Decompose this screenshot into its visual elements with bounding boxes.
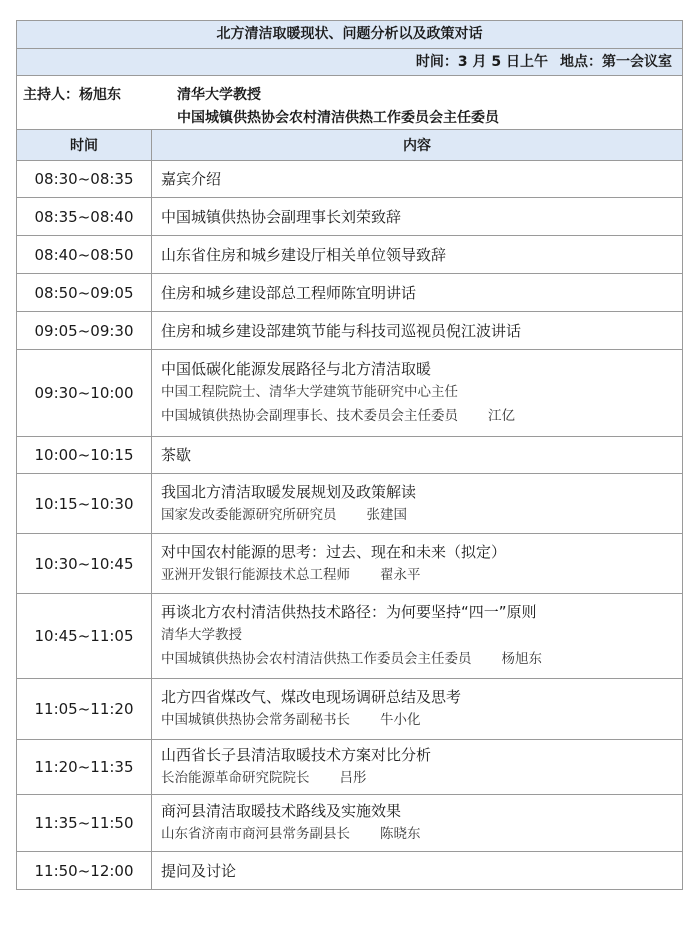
table-row — [17, 437, 683, 474]
row-topic: 中国低碳化能源发展路径与北方清洁取暖 — [161, 360, 432, 378]
row-time: 08:50~09:05 — [17, 274, 152, 312]
row-content — [152, 198, 683, 236]
speaker-line: 清华大学教授 — [161, 627, 242, 643]
row-topic: 提问及讨论 — [161, 861, 237, 880]
row-content — [152, 474, 683, 534]
speaker-name: 张建国 — [366, 506, 407, 523]
host-title-2: 中国城镇供热协会农村清洁供热工作委员会主任委员 — [177, 110, 499, 126]
speaker-line — [161, 647, 682, 671]
row-topic: 我国北方清洁取暖发展规划及政策解读 — [161, 482, 417, 501]
speaker-line — [161, 563, 682, 587]
table-row — [17, 740, 683, 795]
row-time: 10:30~10:45 — [17, 534, 152, 594]
row-time: 10:00~10:15 — [17, 437, 152, 474]
table-row — [17, 274, 683, 312]
table-row — [17, 679, 683, 740]
row-content — [152, 594, 683, 679]
session-time: 时间：3 月 5 日上午 — [415, 54, 549, 70]
speaker-line — [161, 503, 682, 527]
row-content — [152, 740, 683, 795]
column-header-content: 内容 — [152, 130, 683, 161]
row-topic: 山西省长子县清洁取暖技术方案对比分析 — [161, 746, 432, 764]
session-place: 地点：第一会议室 — [560, 54, 673, 70]
row-time: 08:30~08:35 — [17, 161, 152, 198]
row-topic: 中国城镇供热协会副理事长刘荣致辞 — [161, 207, 402, 226]
agenda-sheet — [16, 20, 682, 890]
speaker-name: 杨旭东 — [501, 651, 542, 667]
row-content — [152, 795, 683, 852]
row-content — [152, 437, 683, 474]
table-row — [17, 236, 683, 274]
speaker-line: 中国工程院院士、清华大学建筑节能研究中心主任 — [161, 384, 458, 400]
table-row — [17, 852, 683, 890]
table-row — [17, 161, 683, 198]
row-content — [152, 274, 683, 312]
table-row — [17, 594, 683, 679]
speaker-name: 吕彤 — [339, 770, 367, 786]
speaker-title: 长治能源革命研究院院长 — [161, 770, 310, 786]
table-row — [17, 474, 683, 534]
session-meta — [17, 48, 682, 75]
speaker-line — [161, 708, 682, 732]
row-time: 10:15~10:30 — [17, 474, 152, 534]
row-topic: 住房和城乡建设部总工程师陈宜明讲话 — [161, 283, 417, 302]
row-topic: 嘉宾介绍 — [161, 170, 222, 188]
speaker-name: 牛小化 — [380, 712, 421, 728]
row-time: 11:50~12:00 — [17, 852, 152, 890]
session-title: 北方清洁取暖现状、问题分析以及政策对话 — [216, 26, 483, 42]
row-time: 11:05~11:20 — [17, 679, 152, 740]
row-time: 11:20~11:35 — [17, 740, 152, 795]
table-row — [17, 198, 683, 236]
row-topic: 再谈北方农村清洁供热技术路径：为何要坚持“四一”原则 — [161, 603, 537, 621]
row-topic: 北方四省煤改气、煤改电现场调研总结及思考 — [161, 688, 462, 706]
row-content — [152, 350, 683, 437]
row-topic: 山东省住房和城乡建设厅相关单位领导致辞 — [161, 245, 447, 264]
column-header-time: 时间 — [17, 130, 152, 161]
row-topic: 商河县清洁取暖技术路线及实施效果 — [161, 802, 402, 820]
row-content — [152, 236, 683, 274]
row-time: 09:30~10:00 — [17, 350, 152, 437]
row-time: 10:45~11:05 — [17, 594, 152, 679]
host-title-1: 清华大学教授 — [177, 87, 261, 103]
header-cell — [17, 21, 683, 76]
row-time: 08:40~08:50 — [17, 236, 152, 274]
table-row — [17, 795, 683, 852]
speaker-title: 山东省济南市商河县常务副县长 — [161, 826, 350, 842]
host-cell — [17, 76, 683, 130]
host-row — [17, 76, 683, 130]
table-row — [17, 350, 683, 437]
row-content — [152, 679, 683, 740]
row-content — [152, 852, 683, 890]
speaker-line — [161, 404, 682, 428]
row-topic: 住房和城乡建设部建筑节能与科技司巡视员倪江波讲话 — [161, 321, 522, 340]
speaker-title: 中国城镇供热协会副理事长、技术委员会主任委员 — [161, 408, 458, 424]
header-row — [17, 21, 683, 76]
table-row — [17, 312, 683, 350]
host-label: 主持人：杨旭东 — [23, 87, 121, 103]
speaker-line — [161, 766, 682, 790]
row-time: 08:35~08:40 — [17, 198, 152, 236]
speaker-line — [161, 822, 682, 846]
speaker-title: 国家发改委能源研究所研究员 — [161, 506, 337, 523]
speaker-title: 中国城镇供热协会农村清洁供热工作委员会主任委员 — [161, 651, 472, 667]
row-time: 11:35~11:50 — [17, 795, 152, 852]
speaker-title: 中国城镇供热协会常务副秘书长 — [161, 712, 350, 728]
row-content — [152, 534, 683, 594]
row-content — [152, 312, 683, 350]
row-topic: 茶歇 — [161, 446, 192, 464]
row-topic: 对中国农村能源的思考：过去、现在和未来（拟定） — [161, 542, 507, 561]
agenda-table — [16, 20, 683, 890]
column-header-row — [17, 130, 683, 161]
speaker-title: 亚洲开发银行能源技术总工程师 — [161, 566, 350, 583]
speaker-name: 江亿 — [488, 408, 515, 424]
row-time: 09:05~09:30 — [17, 312, 152, 350]
speaker-name: 翟永平 — [380, 566, 421, 583]
table-row — [17, 534, 683, 594]
row-content — [152, 161, 683, 198]
speaker-name: 陈晓东 — [380, 826, 421, 842]
